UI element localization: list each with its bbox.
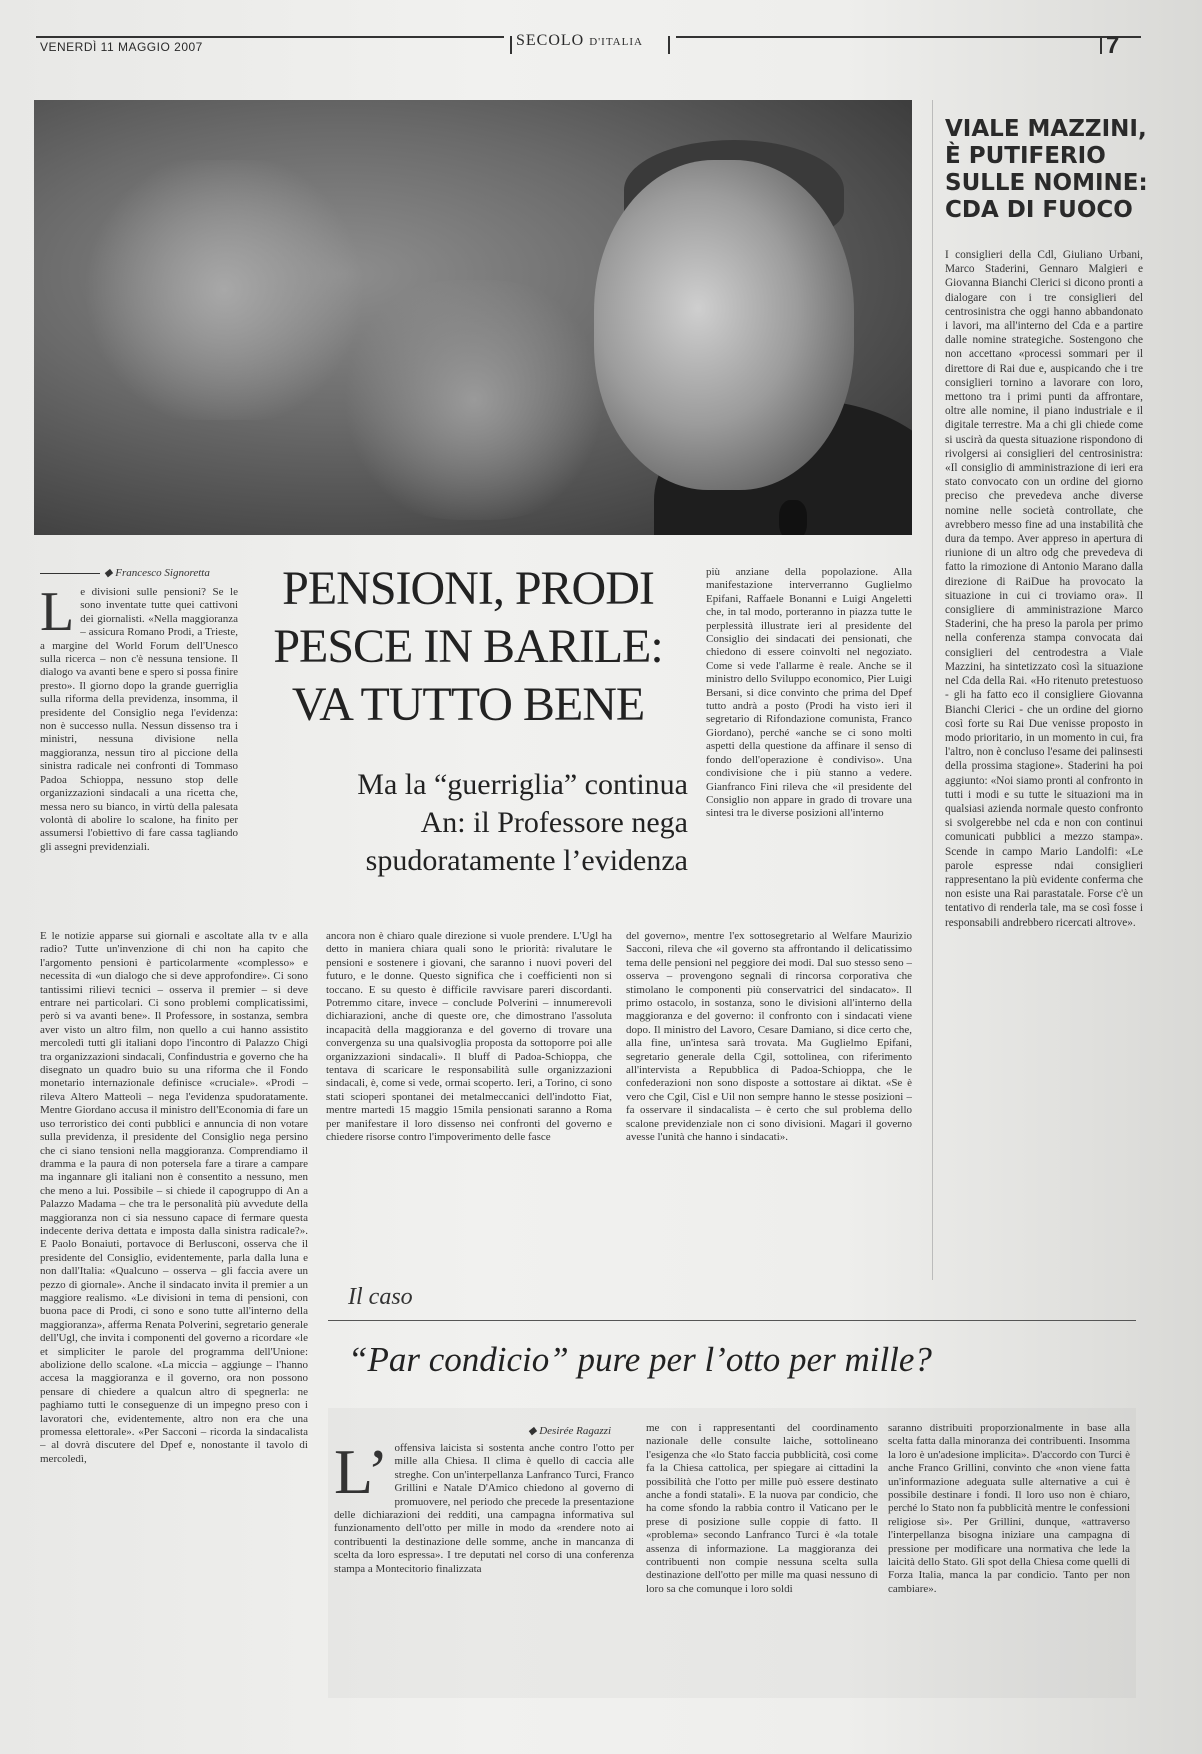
main-column-2: ancora non è chiaro quale direzione si vuole prendere. L'Ugl ha detto in maniera chiara quali sono le priorità: rivalutare le pensioni e sostenere i giovani, che saranno i nuovi poveri del futuro, e le donne. Questo significa che i coefficienti non si toccano. E su questo è difficile ravvisare pareri discordanti. Potremmo citare, invece – conclude Polverini – innumerevoli dichiarazioni, anche di queste ore, che dimostrano l'assoluta incapacità della maggioranza e del governo di trovare una convergenza su una qualsivoglia proposta da sottoporre poi alle organizzazioni sindacali». Il bluff di Padoa-Schioppa, che tentava di scaricare le responsabilità sulle organizzazioni sindacali, è, come si vede, ormai scoperto. Ieri, a Torino, ci sono stati scioperi spontanei dei metalmeccanici dell'indotto Fiat, mentre martedì 15 maggio 15mila pensionati saranno a Roma per manifestare il loro dissenso nei confronti del governo e chiedere risorse contro l'impoverimento delle fasce bbox=[326, 930, 612, 1144]
box-rule bbox=[328, 1320, 1136, 1321]
main-subtitle-line: Ma la “guerriglia” continua bbox=[357, 768, 688, 801]
main-headline-line: PENSIONI, PRODI bbox=[282, 562, 654, 615]
masthead-divider bbox=[1100, 36, 1102, 54]
box-byline-name: Desirée Ragazzi bbox=[539, 1425, 612, 1437]
box-drop-cap: L’ bbox=[334, 1442, 389, 1507]
sidebar-headline-line: CDA DI FUOCO bbox=[945, 197, 1133, 223]
main-subtitle-line: An: il Professore nega bbox=[420, 806, 688, 839]
sidebar-headline-line: È PUTIFERIO bbox=[945, 143, 1106, 169]
photo-background-blur bbox=[334, 280, 614, 520]
masthead-date: VENERDÌ 11 MAGGIO 2007 bbox=[40, 40, 203, 54]
microphone-icon bbox=[779, 500, 807, 535]
sidebar-headline-line: VIALE MAZZINI, bbox=[945, 116, 1147, 142]
masthead-rule-right bbox=[676, 36, 1141, 38]
masthead-paper-name bbox=[516, 32, 643, 50]
box-kicker: Il caso bbox=[348, 1284, 413, 1310]
masthead bbox=[36, 30, 1141, 70]
box-byline: ◆ Desirée Ragazzi bbox=[528, 1425, 612, 1437]
main-headline-line: VA TUTTO BENE bbox=[291, 678, 645, 731]
photo-subject-face bbox=[594, 160, 854, 490]
main-byline: ◆ Francesco Signoretta bbox=[40, 566, 210, 579]
main-column-3-top: più anziane della popolazione. Alla manifestazione interverranno Guglielmo Epifani, Raffaele Bonanni e Luigi Angeletti che, in tal modo, porteranno in piazza tutte le perplessità illustrate ieri al presidente del Consiglio dei sindacati dei pensionati, che chiedono di essere coinvolti nel negoziato. Come si vede l'allarme è reale. Anche se il ministro dello Sviluppo economico, Pier Luigi Bersani, si dice convinto che prima del Dpef tutto andrà a posto (Prodi ha visto ieri il segretario di Rifondazione comunista, Franco Giordano), perché «anche se ci sono molti aspetti della questione da affinare il senso di fondo dell'operazione è condiviso». Una condivisione che i più stanno a vedere. Gianfranco Fini rileva che «il presidente del Consiglio non appare in grado di trovare una sintesi tra le diverse posizioni all'interno bbox=[706, 566, 912, 820]
main-column-1-top-text: e divisioni sulle pensioni? Se le sono inventate tutte quei cattivoni dei giornalisti. «Nella maggioranza – assicura Romano Prodi, a Trieste, a margine del World Forum dell'Unesco sulla ricerca – non c'è nessuna tensione. Il dialogo va avanti bene e spero si possa finire presto». Il giorno dopo la grande guerriglia sulla riforma della previdenza, insomma, il presidente del Consiglio nega l'evidenza: non è successo nulla. Nessun dissenso tra i ministri, nessuna divisione nella maggioranza, nessun tiro al piccione della sinistra radicale nei confronti di Tommaso Padoa Schioppa, nessuno stop delle organizzazioni sindacali a una ricetta che, messa nero su bianco, in virtù della palesata volontà di abolire lo scalone, ha finito per assumersi l'obiettivo di fare cassa tagliando gli assegni previdenziali. bbox=[40, 586, 238, 853]
main-subtitle bbox=[248, 766, 688, 880]
box-column-2: me con i rappresentanti del coordinamento nazionale delle consulte laiche, sottolineano l'esigenza che «lo Stato faccia pubblicità, così come fa la Chiesa cattolica, per spiegare ai cittadini la possibilità che l'otto per mille può essere destinato anche a fondi statali». E la nuova par condicio, che ha come sfondo la rabbia contro il Vaticano per le prese di posizione sulle coppie di fatto. Il «problema» secondo Lanfranco Turci è «la totale assenza di informazione. La maggioranza dei contribuenti non compie nessuna scelta sulla destinazione dell'otto per mille ma quasi nessuno di loro sa che comunque i loro soldi bbox=[646, 1422, 878, 1595]
box-article bbox=[328, 1408, 1136, 1698]
box-column-3: saranno distribuiti proporzionalmente in base alla scelta fatta dalla minoranza dei contribuenti. Insomma la loro è un'adesione implicita». D'accordo con Turci è anche Franco Grillini, convinto che «non viene fatta un'informazione adeguata sulle alternative a cui è possibile destinare i fondi. Il loro uso non è chiaro, perché lo Stato non fa pubblicità mentre le confessioni religiose sì». Per Grillini, dunque, «attraverso l'interpellanza bisogna iniziare una campagna di pressione per modificare una normativa che lede la laicità dello Stato. Gli spot della Chiesa come quelli di Forza Italia, manca la par condicio. Tanto per non cambiare». bbox=[888, 1422, 1130, 1595]
main-column-1-top bbox=[40, 586, 238, 926]
sidebar-body: I consiglieri della Cdl, Giuliano Urbani, Marco Staderini, Gennaro Malgieri e Giovanna Bianchi Clerici si dicono pronti a dialogare con i tre consiglieri del centrosinistra che oggi hanno abbandonato i lavori, ma all'interno del Cda e a partire dalle nomine strategiche. Sostengono che non accettano «processi sommari per il direttore di Rai due e, auspicando che i tre consiglieri tornino a lavorare con loro, mettono tra i primi punti da affrontare, oltre alle nomine, il piano industriale e il digitale terrestre. Ma a chi gli chiede come si uscirà da questa situazione rispondono di rivolgersi ai consiglieri del centrosinistra: «Il consiglio di amministrazione di ieri era stato convocato con un ordine del giorno preciso che prevedeva anche diverse nomine nelle società controllate, che avrebbero messo fine ad una instabilità che dura da tempo. Aver appreso in apertura di riunione di un altro odg che prevedeva di fatto la rimozione di Antonio Marano dalla direzione di RaiDue ha provocato la situazione in cui ci troviamo ora». Il consigliere di amministrazione Marco Staderini, che ha preso la parola per primo nella conferenza stampa convocata dai consiglieri del centrodestra a Viale Mazzini, ha sintetizzato così la situazione nel Cda della Rai. «Ho ritenuto pretestuoso - gli ha fatto eco il consigliere Giovanna Bianchi Clerici - che un ordine del giorno così forte su Rai Due venisse proposto in modo prioritario, in un momento in cui, fra l'altro, non è concluso l'esame dei palinsesti della prossima stagione». Staderini ha poi aggiunto: «Noi siamo pronti al confronto in tutti i modi e su tutte le situazioni ma in qualsiasi azienda normale questo confronto si svolgerebbe nel cda e non con continui comunicati pubblici a mezzo stampa». Scende in campo Mario Landolfi: «Le parole espresse ndai consiglieri rappresentano la più evidente conferma che non esiste una Rai parastatale. Forse c'è un tentativo di renderla tale, ma se così fosse i responsabili andrebbero ricercati altrove». bbox=[945, 249, 1143, 929]
main-column-3-bottom: del governo», mentre l'ex sottosegretario al Welfare Maurizio Sacconi, rileva che «il governo sta affrontando il delicatissimo tema delle pensioni nel peggiore dei modi. Dal suo stesso seno – osserva – provengono segnali di rincorsa corporativa che stimolano le componenti più conservatrici del sindacato». Il primo ostacolo, in sostanza, sono le divisioni all'interno della maggioranza e del governo: il confronto con i sindacati viene dopo. Il ministro del Lavoro, Cesare Damiano, si dice certo che, alla fine, un'intesa sarà trovata. Ma Guglielmo Epifani, segretario generale della Cgil, sottolinea, con riferimento all'intervista a Repubblica di Padoa-Schioppa, che le confederazioni non sono disposte a sottostare ai diktat. «Se è vero che Cgil, Cisl e Uil non sempre hanno le stesse posizioni – fa osservare il sindacalista – è certo che sul problema dello scalone previdenziale non ci sono divisioni. Magari il governo avesse l'unità che hanno i sindacati». bbox=[626, 930, 912, 1144]
byline-rule bbox=[40, 573, 100, 574]
drop-cap: L bbox=[40, 586, 75, 643]
masthead-divider bbox=[668, 36, 670, 54]
box-title: “Par condicio” pure per l’otto per mille? bbox=[348, 1340, 932, 1379]
sidebar-headline-line: SULLE NOMINE: bbox=[945, 170, 1148, 196]
main-headline bbox=[248, 560, 688, 734]
main-byline-name: Francesco Signoretta bbox=[115, 567, 210, 579]
paper-name-suffix: D'ITALIA bbox=[589, 36, 643, 48]
box-column-1-text: offensiva laicista si sostenta anche contro l'otto per mille alla Chiesa. Il clima è quello di caccia alle streghe. Con un'interpellanza Lanfranco Turci, Franco Grillini e Natale D'Amico chiedono al governo di promuovere, nel periodo che precede la presentazione delle dichiarazioni dei redditi, una campagna informativa sul funzionamento dell'otto per mille in modo da «rendere noto ai contribuenti la destinazione delle somme, anche in mancanza di scelta da loro espressa». I tre deputati nel corso di una conferenza stampa a Montecitorio finalizzata bbox=[334, 1442, 634, 1575]
page-number: 7 bbox=[1106, 32, 1120, 59]
box-column-1 bbox=[334, 1442, 634, 1690]
sidebar-headline bbox=[945, 116, 1148, 224]
photo-background-blur bbox=[74, 160, 374, 420]
sidebar-article bbox=[932, 100, 1148, 1280]
masthead-rule-left bbox=[36, 36, 504, 38]
main-headline-line: PESCE IN BARILE: bbox=[273, 620, 663, 673]
masthead-divider bbox=[510, 36, 512, 54]
box-header bbox=[328, 1282, 1136, 1380]
lead-photo bbox=[34, 100, 912, 535]
paper-name: SECOLO bbox=[516, 32, 585, 49]
main-column-1-bottom: E le notizie apparse sui giornali e ascoltate alla tv e alla radio? Tutte un'invenzione di chi non ha capito che l'argomento pensioni è particolarmente «complesso» e necessita di «un dialogo che si deve approfondire». Ci sono tantissimi rilievi tecnici – osserva il premier – si deve entrare nei particolari. Ci sono problemi complicatissimi, però si va avanti bene». Il Professore, in sostanza, sembra aver visto un altro film, non quello a cui hanno assistito mercoledì tutti gli italiani dopo l'incontro di Palazzo Chigi tra organizzazioni sindacali, Confindustria e governo che ha disegnato un quadro buio su una riforma che il Fondo monetario internazionale definisce «cruciale». «Prodi – rileva Altero Matteoli – nega l'evidenza spudoratamente. Mentre Giordano accusa il ministro dell'Economia di fare un uso terroristico dei conti pubblici e annuncia di non votare sulla previdenza, il presidente del Consiglio nega persino che ci siano tensioni nella maggioranza. Comprendiamo il dramma e la paura di non potersela fare a tirare a campare ma ingannare gli italiani non è consentito a nessuno, men che meno a lui. Possibile – si chiede il capogruppo di An a Palazzo Madama – che tra le personalità più avvedute della maggioranza non ci sia nessuno capace di fermare questa indecente deriva dettata e imposta dalla sinistra radicale?». E Paolo Bonaiuti, portavoce di Berlusconi, osserva che il presidente del Consiglio, evidentemente, parla dalla luna e non dall'Italia: «Qualcuno – osserva – gli faccia avere un pezzo di giornale». Anche il sindacato invita il premier a un maggiore realismo. «Le divisioni in tema di pensioni, con buona pace di Prodi, ci sono e sono tutte all'interno della maggioranza», afferma Renata Polverini, segretario generale dell'Ugl, che invita i componenti del governo a ricordare «le et simpliciter le parole del programma dell'Unione: abolizione dello scalone. «La miccia – aggiunge – l'hanno accesa la maggioranza e il governo, ora non possono pensare di chiedere a qualcun altro di spegnerla: ne paghiamo tutti le conseguenze di un impegno preso con i lavoratori che, evidentemente, altro non era che una promessa elettorale». «Per Sacconi – ricorda la sindacalista – al dovrà discutere del Dpef e, nonostante il tavolo di mercoledì, bbox=[40, 930, 308, 1465]
main-subtitle-line: spudoratamente l’evidenza bbox=[365, 844, 688, 877]
